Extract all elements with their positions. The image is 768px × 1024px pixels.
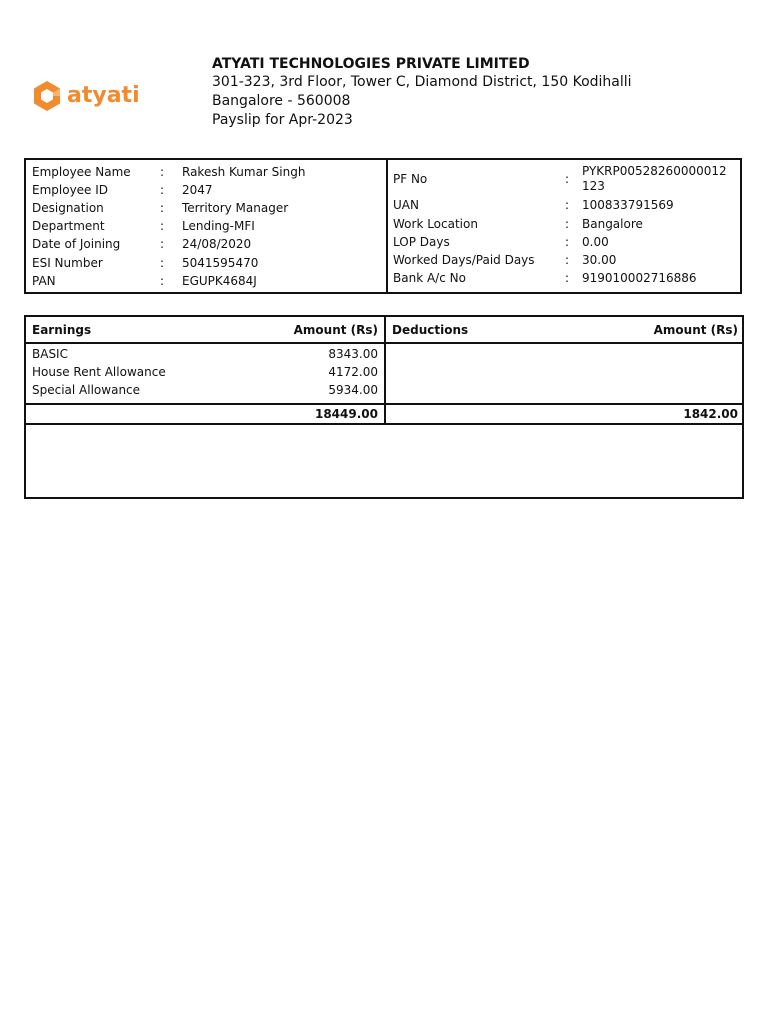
field-value: Rakesh Kumar Singh: [182, 165, 306, 179]
field-value: Bangalore: [582, 217, 643, 231]
field-separator: :: [160, 201, 165, 215]
earnings-header: [26, 317, 384, 342]
field-value: 100833791569: [582, 198, 674, 212]
employee-name-row: [26, 165, 382, 180]
pf-number-part1: PYKRP00528260000012: [582, 164, 727, 178]
deductions-title: Deductions: [392, 322, 469, 337]
field-separator: :: [160, 274, 165, 288]
company-name: ATYATI TECHNOLOGIES PRIVATE LIMITED: [212, 56, 530, 72]
field-separator: :: [565, 253, 570, 267]
field-separator: :: [565, 271, 570, 285]
field-label: Worked Days/Paid Days: [393, 253, 535, 267]
field-label: Designation: [32, 201, 104, 215]
deductions-total: 1842.00: [683, 407, 738, 421]
deductions-header: [386, 317, 742, 342]
bank-account-row: [388, 271, 732, 286]
earning-amount: 4172.00: [328, 365, 378, 379]
employee-details-left: [26, 160, 388, 292]
field-label: UAN: [393, 198, 419, 212]
department-row: [26, 219, 382, 234]
field-separator: :: [565, 217, 570, 231]
paid-days-row: [388, 253, 732, 268]
field-label: PAN: [32, 274, 56, 288]
field-separator: :: [565, 171, 570, 186]
earnings-title: Earnings: [32, 322, 92, 337]
esi-number-row: [26, 256, 382, 271]
field-label: Employee ID: [32, 183, 109, 197]
atyati-hexagon-icon: [31, 80, 63, 112]
earning-name: BASIC: [32, 347, 68, 361]
field-value: EGUPK4684J: [182, 274, 257, 288]
field-separator: :: [565, 235, 570, 249]
field-value: 5041595470: [182, 256, 259, 270]
field-label: PF No: [393, 171, 428, 186]
work-location-row: [388, 217, 732, 232]
pf-no-row: [388, 164, 732, 194]
field-separator: :: [160, 256, 165, 270]
field-label: Department: [32, 219, 105, 233]
field-value: 0.00: [582, 235, 609, 249]
company-address-line1: 301-323, 3rd Floor, Tower C, Diamond District, 150 Kodihalli: [212, 74, 632, 90]
totals-divider: [26, 423, 742, 425]
field-value: Territory Manager: [182, 201, 289, 215]
employee-id-row: [26, 183, 382, 198]
pf-number-part2: 123: [582, 179, 605, 193]
company-logo: [31, 80, 140, 112]
field-value: 919010002716886: [582, 271, 697, 285]
field-separator: :: [160, 219, 165, 233]
earnings-deductions-table: [24, 315, 744, 499]
company-header: [212, 55, 632, 130]
earnings-item: [26, 381, 384, 399]
field-label: Employee Name: [32, 165, 131, 179]
earnings-list: [26, 345, 384, 399]
date-of-joining-row: [26, 237, 382, 252]
uan-row: [388, 198, 732, 213]
company-address-line2: Bangalore - 560008: [212, 93, 351, 109]
employee-details-table: [24, 158, 742, 294]
earning-amount: 5934.00: [328, 383, 378, 397]
deductions-amount-header: Amount (Rs): [653, 322, 738, 337]
earning-name: House Rent Allowance: [32, 365, 166, 379]
field-label: Bank A/c No: [393, 271, 466, 285]
field-value: [582, 164, 732, 194]
field-label: LOP Days: [393, 235, 450, 249]
lop-days-row: [388, 235, 732, 250]
field-value: 2047: [182, 183, 213, 197]
field-separator: :: [160, 237, 165, 251]
earning-amount: 8343.00: [328, 347, 378, 361]
payslip-period: Payslip for Apr-2023: [212, 112, 353, 128]
field-label: Date of Joining: [32, 237, 121, 251]
field-label: ESI Number: [32, 256, 103, 270]
employee-details-right: [388, 160, 740, 292]
field-separator: :: [565, 198, 570, 212]
field-value: 24/08/2020: [182, 237, 252, 251]
pan-row: [26, 274, 382, 289]
designation-row: [26, 201, 382, 216]
earnings-item: [26, 345, 384, 363]
field-separator: :: [160, 183, 165, 197]
field-label: Work Location: [393, 217, 478, 231]
earnings-item: [26, 363, 384, 381]
field-separator: :: [160, 165, 165, 179]
field-value: 30.00: [582, 253, 617, 267]
field-value: Lending-MFI: [182, 219, 255, 233]
logo-text: atyati: [67, 83, 140, 108]
earning-name: Special Allowance: [32, 383, 141, 397]
earnings-amount-header: Amount (Rs): [293, 322, 378, 337]
earnings-total: 18449.00: [314, 407, 378, 421]
